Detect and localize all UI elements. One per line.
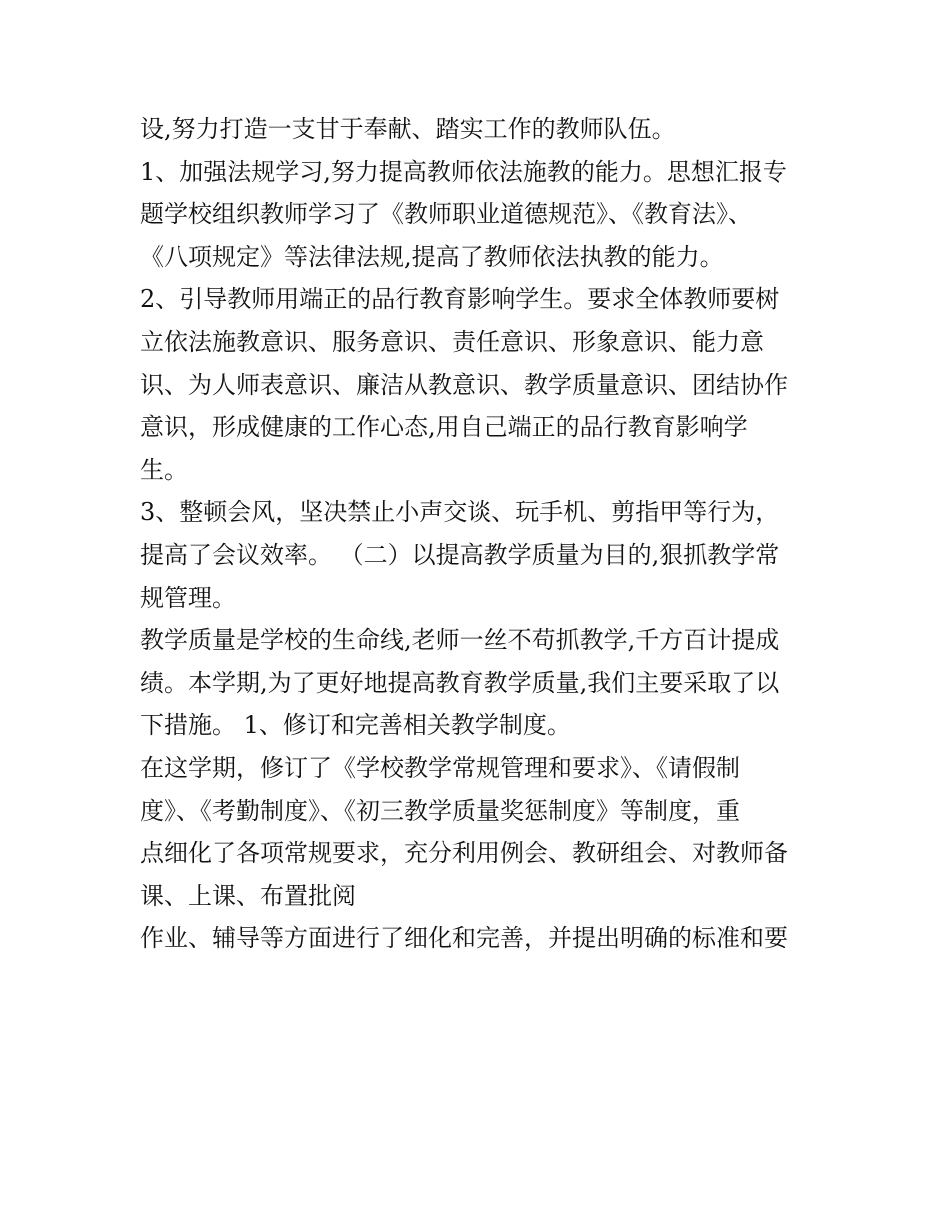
text-line: 作业、辅导等方面进行了细化和完善，并提出明确的标准和要 (140, 924, 788, 953)
text-line: 3、整顿会风，坚决禁止小声交谈、玩手机、剪指甲等行为， (140, 498, 780, 527)
text-line: 规管理。 (140, 583, 236, 612)
text-line: 生。 (140, 455, 188, 484)
document-body (140, 108, 820, 960)
text-line: 提高了会议效率。 （二）以提高教学质量为目的,狠抓教学常 (140, 540, 780, 569)
text-line: 在这学期，修订了《学校教学常规管理和要求》、《请假制 (140, 753, 740, 782)
text-line: 教学质量是学校的生命线,老师一丝不苟抓教学,千方百计提成 (140, 626, 780, 655)
text-line: 2、引导教师用端正的品行教育影响学生。要求全体教师要树 (140, 285, 780, 314)
text-line: 设,努力打造一支甘于奉献、踏实工作的教师队伍。 (140, 115, 676, 143)
text-line: 下措施。 1、修订和完善相关教学制度。 (140, 711, 571, 740)
text-line: 立依法施教意识、服务意识、责任意识、形象意识、能力意 (140, 327, 764, 356)
text-line: 题学校组织教师学习了《教师职业道德规范》、《教育法》、 (140, 200, 752, 229)
text-line: 1、加强法规学习,努力提高教师依法施教的能力。思想汇报专 (140, 157, 787, 186)
text-line: 课、上课、布置批阅 (140, 881, 356, 910)
text-line: 识、为人师表意识、廉洁从教意识、教学质量意识、团结协作 (140, 370, 788, 399)
text-line: 意识，形成健康的工作心态,用自己端正的品行教育影响学 (140, 413, 748, 442)
text-line: 绩。本学期,为了更好地提高教育教学质量,我们主要采取了以 (140, 668, 780, 697)
text-line: 《八项规定》等法律法规,提高了教师依法执教的能力。 (140, 242, 724, 271)
text-line: 度》、《考勤制度》、《初三教学质量奖惩制度》等制度，重 (140, 796, 740, 825)
text-line: 点细化了各项常规要求，充分利用例会、教研组会、对教师备 (140, 839, 788, 868)
